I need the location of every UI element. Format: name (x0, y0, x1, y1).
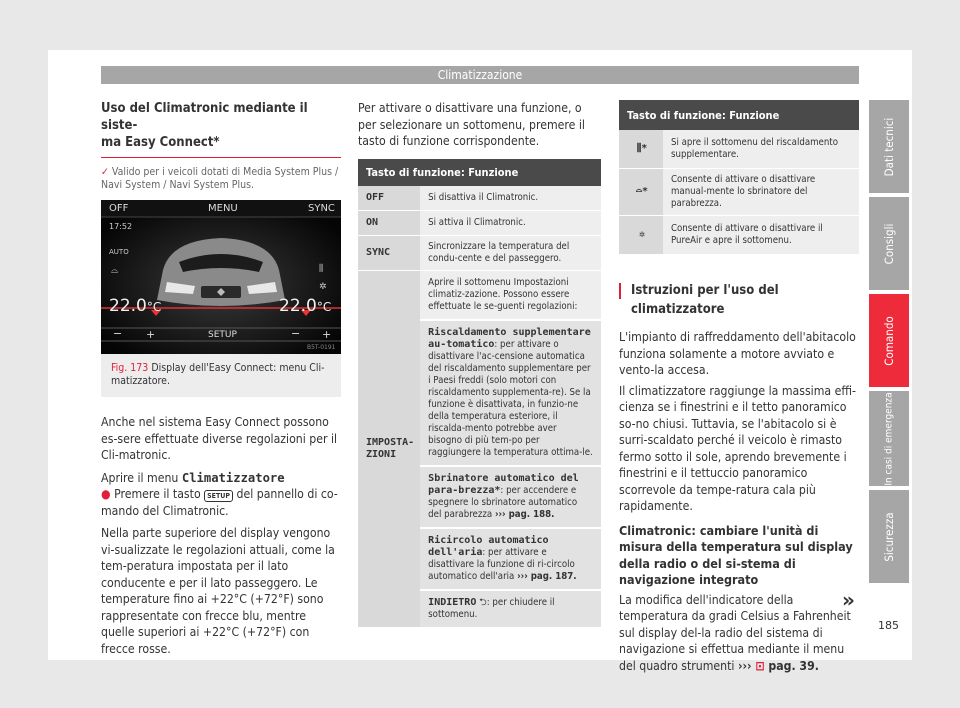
sub-item: Ricircolo automatico dell'aria: per attivare e disattivare la funzione di ri-circolo automatico dell'aria ››› pag. 187. (420, 527, 601, 589)
easy-connect-screen (101, 200, 341, 354)
temp-right[interactable]: 22.0°C (279, 296, 332, 316)
validity-note: ✓ Valido per i veicoli dotati di Media System Plus / Navi System / Navi System Plus. (101, 166, 339, 191)
menu-button[interactable]: MENU (208, 203, 238, 214)
table-header: Tasto di funzione: Funzione (358, 159, 601, 186)
section-heading: Istruzioni per l'uso del climatizzatore (619, 281, 859, 319)
subheading: Climatronic: cambiare l'unità di misura della temperatura sul display della radio o del si-stema di navigazione integrato (619, 522, 853, 587)
sub-item: Riscaldamento supplementare au-tomatico: per attivare o disattivare l'ac-censione automatica del riscaldamento supplementare per i Paesi freddi (solo motori con riscaldamento supplementa-re). Se la funzione è disattivata, in funzio-ne della temperatura esteriore, il riscalda-mento potrebbe aver bisogno di più tem-po per raggiungere la temperatura ottima-le. (420, 319, 601, 465)
intro-paragraph: Per attivare o disattivare una funzione, o per selezionare un sottomenu, premere il tasto di funzione corrispondente. (358, 101, 585, 148)
paragraph: Anche nel sistema Easy Connect possono es-sere effettuate diverse regolazioni per il Cli-matronic. (101, 415, 338, 462)
left-minus-button[interactable]: − (113, 327, 123, 340)
check-icon: ✓ (101, 166, 109, 178)
left-plus-button[interactable]: + (146, 328, 156, 341)
bullet-icon: ● (101, 487, 111, 501)
column-3 (619, 100, 859, 674)
paragraph: La modifica dell'indicatore della temperatura da gradi Celsius a Fahrenheit sul display del-la radio del sistema di navigazione si effettua mediante il menu del quadro strumenti ››› ⊡ pag. 39. (619, 592, 851, 673)
pureair-icon[interactable]: ✲ (319, 282, 327, 292)
function-table-icons (619, 100, 859, 255)
tab-dati-tecnici[interactable]: Dati tecnici (869, 100, 909, 193)
table-row: ⌓* Consente di attivare o disattivare manual-mente lo sbrinatore del parabrezza. (619, 169, 859, 216)
continue-icon: » (842, 588, 855, 612)
windscreen-icon[interactable]: ⌓ (111, 266, 119, 276)
table-row: IMPOSTA-ZIONI Aprire il sottomenu Impostazioni climatiz-zazione. Possono essere effettuate le se-guenti regolazioni: Riscaldamento supplementare au-tomatico: per attivare o disattivare l'ac-censione automatica del riscaldamento supplementare per i Paesi freddi (solo motori con riscaldamento supplementa-re). Se la funzione è disattivata, in funzio-ne della temperatura esteriore, il riscalda-mento potrebbe aver bisogno di più tem-po per raggiungere la temperatura ottima-le. Sbrinatore automatico del para-brezza*: per accendere e spegnere lo sbrinatore automatico del parabrezza ››› pag. 188. Ricircolo automatico dell'aria: per attivare e disattivare la funzione di ri-circolo automatico dell'aria ››› pag. 187. INDIETRO ⮌: per chiudere il sottomenu. (358, 270, 601, 627)
paragraph: L'impianto di raffreddamento dell'abitacolo funziona solamente a motore avviato e vento-la accesa. (619, 330, 856, 377)
sub-item: Sbrinatore automatico del para-brezza*: per accendere e spegnere lo sbrinatore automatico del parabrezza ››› pag. 188. (420, 465, 601, 527)
paragraph: Il climatizzatore raggiunge la massima effi-cienza se i finestrini e il tetto panoramico so-no chiusi. Tuttavia, se l'abitacolo si è surri-scaldato perché il veicolo è rimasto fermo sotto il sole, aprendo brevemente i finestrini e il tettuccio panoramico scorrevole da tempe-ratura cala più rapidamente. (619, 383, 856, 513)
pureair-icon: ✲ (638, 229, 646, 240)
figure-caption: Fig. 173 Display dell'Easy Connect: menu Cli-matizzatore. (111, 362, 325, 387)
right-plus-button[interactable]: + (322, 328, 332, 341)
back-icon: ⮌ (479, 596, 487, 608)
figure-173 (101, 200, 341, 397)
tab-consigli[interactable]: Consigli (869, 197, 909, 290)
heading-bar (619, 283, 621, 299)
sync-button[interactable]: SYNC (308, 203, 335, 214)
function-table (358, 159, 601, 628)
sub-item: INDIETRO ⮌: per chiudere il sottomenu. (420, 589, 601, 627)
setup-button[interactable]: SETUP (208, 330, 237, 340)
tab-sicurezza[interactable]: Sicurezza (869, 490, 909, 583)
page-header: Climatizzazione (101, 66, 859, 84)
seat-heater-icon[interactable]: ⫼ (319, 264, 324, 274)
clock: 17:52 (109, 222, 133, 231)
paragraph: Nella parte superiore del display vengono vi-sualizzate le regolazioni attuali, come la tem-peratura impostata per il lato conducente e per il lato passeggero. Le temperature fino ai +22°C (+72°F) sono rappresentate con frecce blu, mentre quelle superiori ai +22°C (+72°F) con frecce rosse. (101, 526, 335, 656)
temp-left[interactable]: 22.0°C (109, 296, 162, 316)
tab-comando[interactable]: Comando (869, 294, 909, 387)
auto-label: AUTO (109, 248, 129, 256)
right-minus-button[interactable]: − (291, 327, 301, 340)
open-menu-heading: Aprire il menu Climatizzatore (101, 470, 285, 485)
column-2 (358, 100, 601, 628)
windscreen-defrost-icon: ⌓* (635, 186, 649, 197)
table-row: ON Si attiva il Climatronic. (358, 210, 601, 235)
tab-emergenza[interactable]: In casi di emergenza (869, 391, 909, 486)
book-icon: ⊡ (755, 658, 765, 673)
column-1 (101, 100, 341, 657)
bullet-item: ● Premere il tasto SETUP del pannello di co-mando del Climatronic. (101, 487, 338, 518)
table-row: SYNC Sincronizzare la temperatura del condu-cente e del passeggero. (358, 235, 601, 270)
off-button[interactable]: OFF (109, 203, 129, 214)
seat-heater-icon: ⫼* (636, 143, 648, 154)
page-reference[interactable]: ››› ⊡ pag. 39. (737, 658, 819, 673)
setup-key-icon: SETUP (204, 490, 233, 502)
table-row: ✲ Consente di attivare o disattivare il PureAir e apre il sottomenu. (619, 216, 859, 255)
table-row: OFF Si disattiva il Climatronic. (358, 186, 601, 211)
figure-code: B5T-0191 (307, 344, 336, 351)
title-rule (101, 157, 341, 158)
section-title: Uso del Climatronic mediante il siste- ma Easy Connect* (101, 101, 308, 150)
table-header: Tasto di funzione: Funzione (619, 100, 859, 130)
page-number: 185 (878, 619, 899, 632)
table-row: ⫼* Si apre il sottomenu del riscaldamento supplementare. (619, 130, 859, 169)
